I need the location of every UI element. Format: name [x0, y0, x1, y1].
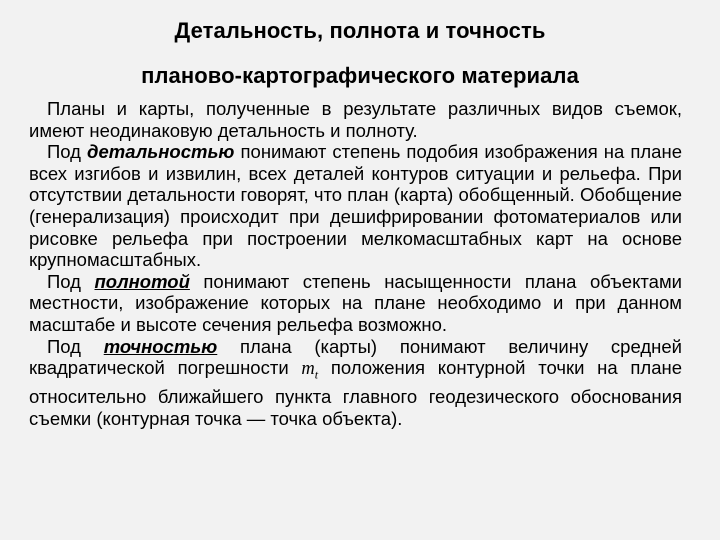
- paragraph-detail-text: понимают степень подобия изображения на плане всех изгибов и извилин, всех деталей контуров ситуации и рельефа. При отсутствии детальности говорят, что план (карта) обобщенный. Обобщение (генерализация) происходит при дешифрировании фотоматериалов или рисовке рельефа при построении мелкомасштабных карт на основе крупномасштабных.: [29, 141, 682, 271]
- symbol-mt: [301, 359, 319, 382]
- paragraph-accuracy-text: положения контурной точки на плане относительно ближайшего пункта главного геодезического обоснования съемки (контурная точка — точка объекта).: [29, 357, 682, 429]
- paragraph-intro: [29, 98, 682, 141]
- term-accuracy: точностью: [103, 335, 218, 357]
- symbol-m: m: [301, 359, 315, 380]
- slide-title-line-1: Детальность, полнота и точность: [174, 18, 546, 43]
- slide-title-line-2: планово-картографического материала: [141, 63, 579, 88]
- paragraph-accuracy-lead: Под: [47, 335, 104, 357]
- symbol-subscript-t: t: [314, 367, 319, 382]
- paragraph-detail-lead: Под: [47, 141, 88, 163]
- paragraph-completeness: [29, 271, 682, 336]
- term-completeness: полнотой: [94, 270, 190, 292]
- term-detail: детальностью: [87, 141, 235, 163]
- paragraph-completeness-lead: Под: [47, 270, 95, 292]
- paragraph-accuracy: [29, 336, 682, 430]
- slide-body: [29, 98, 682, 430]
- paragraph-accuracy-middle: плана (карты) понимают величину средней квадратической погрешности: [29, 335, 682, 379]
- paragraph-detail: [29, 141, 682, 271]
- paragraph-completeness-text: понимают степень насыщенности плана объектами местности, изображение которых на плане необходимо и при данном масштабе и высоте сечения рельефа возможно.: [29, 270, 682, 335]
- paragraph-intro-text: Планы и карты, полученные в результате различных видов съемок, имеют неодинаковую детальность и полноту.: [29, 98, 682, 141]
